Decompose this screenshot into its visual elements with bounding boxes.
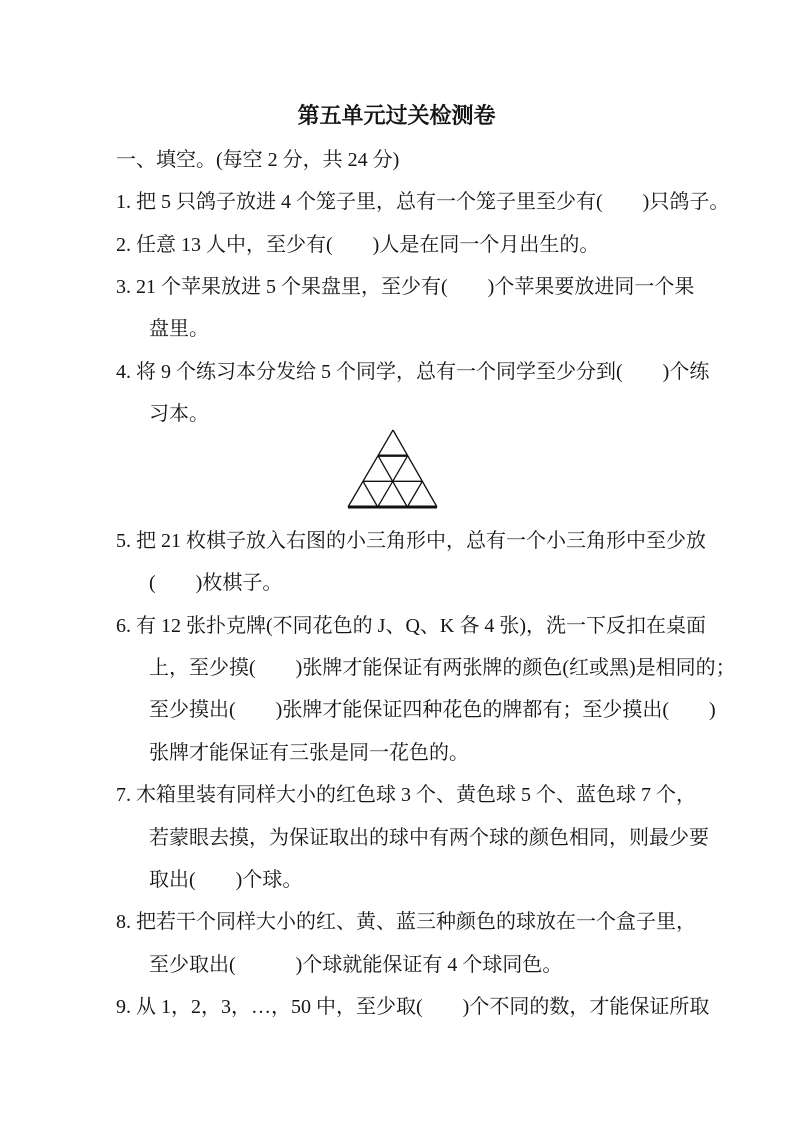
triangle-grid-figure [342,425,443,513]
question-5-line-1: 5. 把 21 枚棋子放入右图的小三角形中，总有一个小三角形中至少放 [116,530,706,553]
question-7-line-2: 若蒙眼去摸，为保证取出的球中有两个球的颜色相同，则最少要 [149,826,709,849]
question-1-line-1: 1. 把 5 只鸽子放进 4 个笼子里，总有一个笼子里至少有( )只鸽子。 [116,191,730,214]
question-6-line-4: 张牌才能保证有三张是同一花色的。 [149,741,469,764]
question-6-line-3: 至少摸出( )张牌才能保证四种花色的牌都有；至少摸出( ) [149,699,716,722]
question-6-line-1: 6. 有 12 张扑克牌(不同花色的 J、Q、K 各 4 张)，洗一下反扣在桌面 [116,614,706,637]
question-7-line-3: 取出( )个球。 [149,868,303,891]
question-6-line-2: 上，至少摸( )张牌才能保证有两张牌的颜色(红或黑)是相同的； [149,657,736,680]
triangle-diagonal-left-parallel-short [407,481,422,507]
question-9-line-1: 9. 从 1，2，3，…，50 中，至少取( )个不同的数，才能保证所取 [116,995,710,1018]
triangle-diagonal-right-parallel-short [363,481,378,507]
question-4-line-1: 4. 将 9 个练习本分发给 5 个同学，总有一个同学至少分到( )个练 [116,360,710,383]
question-3-line-1: 3. 21 个苹果放进 5 个果盘里，至少有( )个苹果要放进同一个果 [116,276,695,299]
question-body [116,139,736,1028]
question-8-line-1: 8. 把若干个同样大小的红、黄、蓝三种颜色的球放在一个盒子里， [116,911,696,934]
question-8-line-2: 至少取出( )个球就能保证有 4 个球同色。 [149,953,563,976]
question-7-line-1: 7. 木箱里装有同样大小的红色球 3 个、黄色球 5 个、蓝色球 7 个， [116,784,696,807]
question-3-line-2: 盘里。 [149,318,209,341]
section-header: 一、填空。(每空 2 分，共 24 分) [116,149,400,171]
question-5-line-2: ( )枚棋子。 [149,572,283,595]
page-title: 第五单元过关检测卷 [297,103,496,128]
question-2-line-1: 2. 任意 13 人中，至少有( )人是在同一个月出生的。 [116,233,600,256]
question-4-line-2: 习本。 [149,403,209,426]
